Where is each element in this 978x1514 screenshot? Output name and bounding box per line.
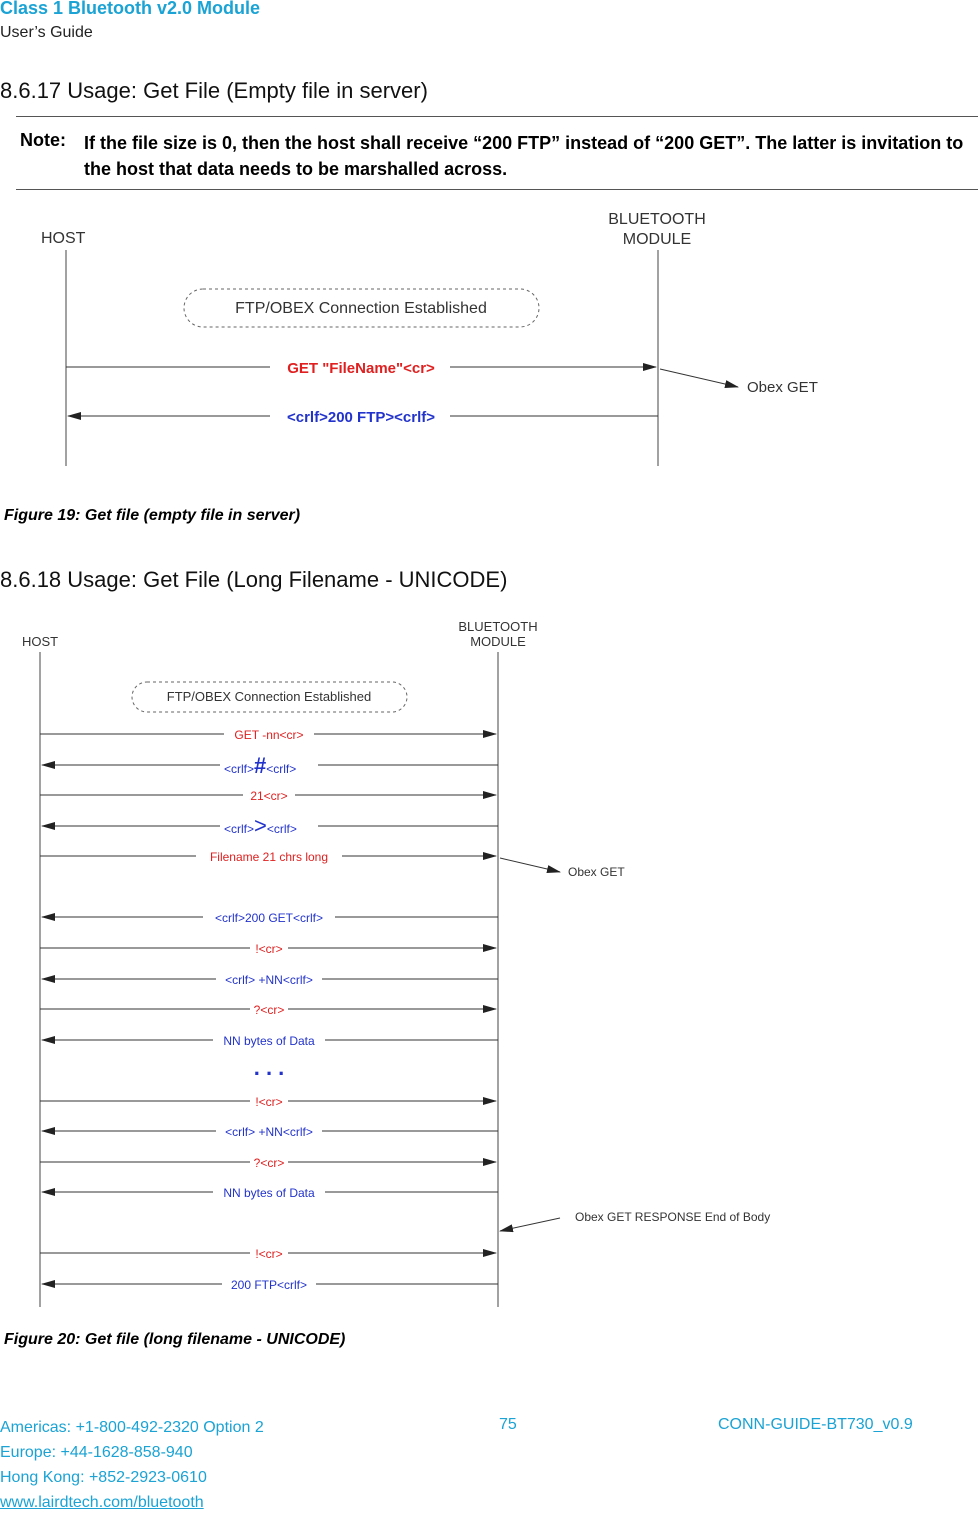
note-text: If the file size is 0, then the host shall receive “200 FTP” instead of “200 GET”. The latter is invitation to the host that data needs to be marshalled across. <box>84 133 964 179</box>
fig19-module-label-2: MODULE <box>622 231 692 248</box>
footer-website-link[interactable]: www.lairdtech.com/bluetooth <box>0 1494 204 1511</box>
figure-19-diagram <box>41 211 818 466</box>
fig20-msg-9: ?<cr> <box>253 1003 285 1017</box>
fig20-msg-15: !<cr> <box>255 1247 283 1261</box>
fig20-obex-end-note: Obex GET RESPONSE End of Body <box>575 1210 771 1224</box>
fig20-ellipsis: . . . <box>253 1055 285 1080</box>
fig19-obex-pointer <box>660 369 738 387</box>
fig20-msg-2-hash: # <box>254 753 267 778</box>
header-title: Class 1 Bluetooth v2.0 Module <box>0 0 261 18</box>
fig20-msg-6: <crlf>200 GET<crlf> <box>214 911 324 925</box>
fig20-msg-11: !<cr> <box>255 1095 283 1109</box>
fig20-host-label: HOST <box>22 634 59 649</box>
header-subtitle: User’s Guide <box>0 24 93 41</box>
figure-19-caption: Figure 19: Get file (empty file in server) <box>4 507 301 524</box>
fig20-obex-get-pointer <box>500 858 560 872</box>
fig20-msg-14: NN bytes of Data <box>223 1186 315 1200</box>
fig20-msg-4-gt: > <box>254 813 267 838</box>
fig20-module-label-2: MODULE <box>470 634 526 649</box>
fig19-host-label: HOST <box>41 230 86 247</box>
fig20-msg-13: ?<cr> <box>253 1156 285 1170</box>
fig20-msg-2c: <crlf> <box>266 762 297 776</box>
figure-20-diagram <box>22 619 770 1307</box>
fig20-msg-7: !<cr> <box>255 942 283 956</box>
fig19-module-label-1: BLUETOOTH <box>608 211 706 228</box>
fig20-msg-16: 200 FTP<crlf> <box>230 1278 308 1292</box>
fig19-response-label: <crlf>200 FTP><crlf> <box>286 409 436 426</box>
fig20-obex-end-pointer <box>500 1218 560 1231</box>
fig20-module-label-1: BLUETOOTH <box>458 619 538 634</box>
fig20-msg-12: <crlf> +NN<crlf> <box>225 1125 313 1139</box>
fig20-msg-5: Filename 21 chrs long <box>209 850 329 864</box>
fig20-msg-1: GET -nn<cr> <box>234 728 304 742</box>
note-label: Note: <box>20 130 66 150</box>
fig20-msg-4c: <crlf> <box>266 822 297 836</box>
section-2-heading: 8.6.18 Usage: Get File (Long Filename - UNICODE) <box>0 567 508 592</box>
fig20-msg-2a: <crlf> <box>224 762 255 776</box>
fig20-msg-3: 21<cr> <box>250 789 288 803</box>
section-1-heading: 8.6.17 Usage: Get File (Empty file in server) <box>0 78 428 103</box>
footer-europe: Europe: +44-1628-858-940 <box>0 1444 193 1461</box>
footer-website-wrap <box>0 1494 204 1512</box>
footer-page-number: 75 <box>499 1416 517 1433</box>
figure-20-caption: Figure 20: Get file (long filename - UNICODE) <box>4 1331 346 1348</box>
fig19-connection-label: FTP/OBEX Connection Established <box>235 300 487 317</box>
fig20-msg-8: <crlf> +NN<crlf> <box>225 973 313 987</box>
fig20-msg-10: NN bytes of Data <box>223 1034 315 1048</box>
fig19-get-label: GET "FileName"<cr> <box>287 360 435 377</box>
fig20-msg-4a: <crlf> <box>224 822 255 836</box>
footer-americas: Americas: +1-800-492-2320 Option 2 <box>0 1419 264 1436</box>
footer-hongkong: Hong Kong: +852-2923-0610 <box>0 1469 207 1486</box>
fig20-obex-get-note: Obex GET <box>568 865 625 879</box>
fig20-connection-label: FTP/OBEX Connection Established <box>166 689 372 704</box>
footer-doc-id: CONN-GUIDE-BT730_v0.9 <box>718 1416 913 1433</box>
fig19-obex-note: Obex GET <box>747 379 818 396</box>
